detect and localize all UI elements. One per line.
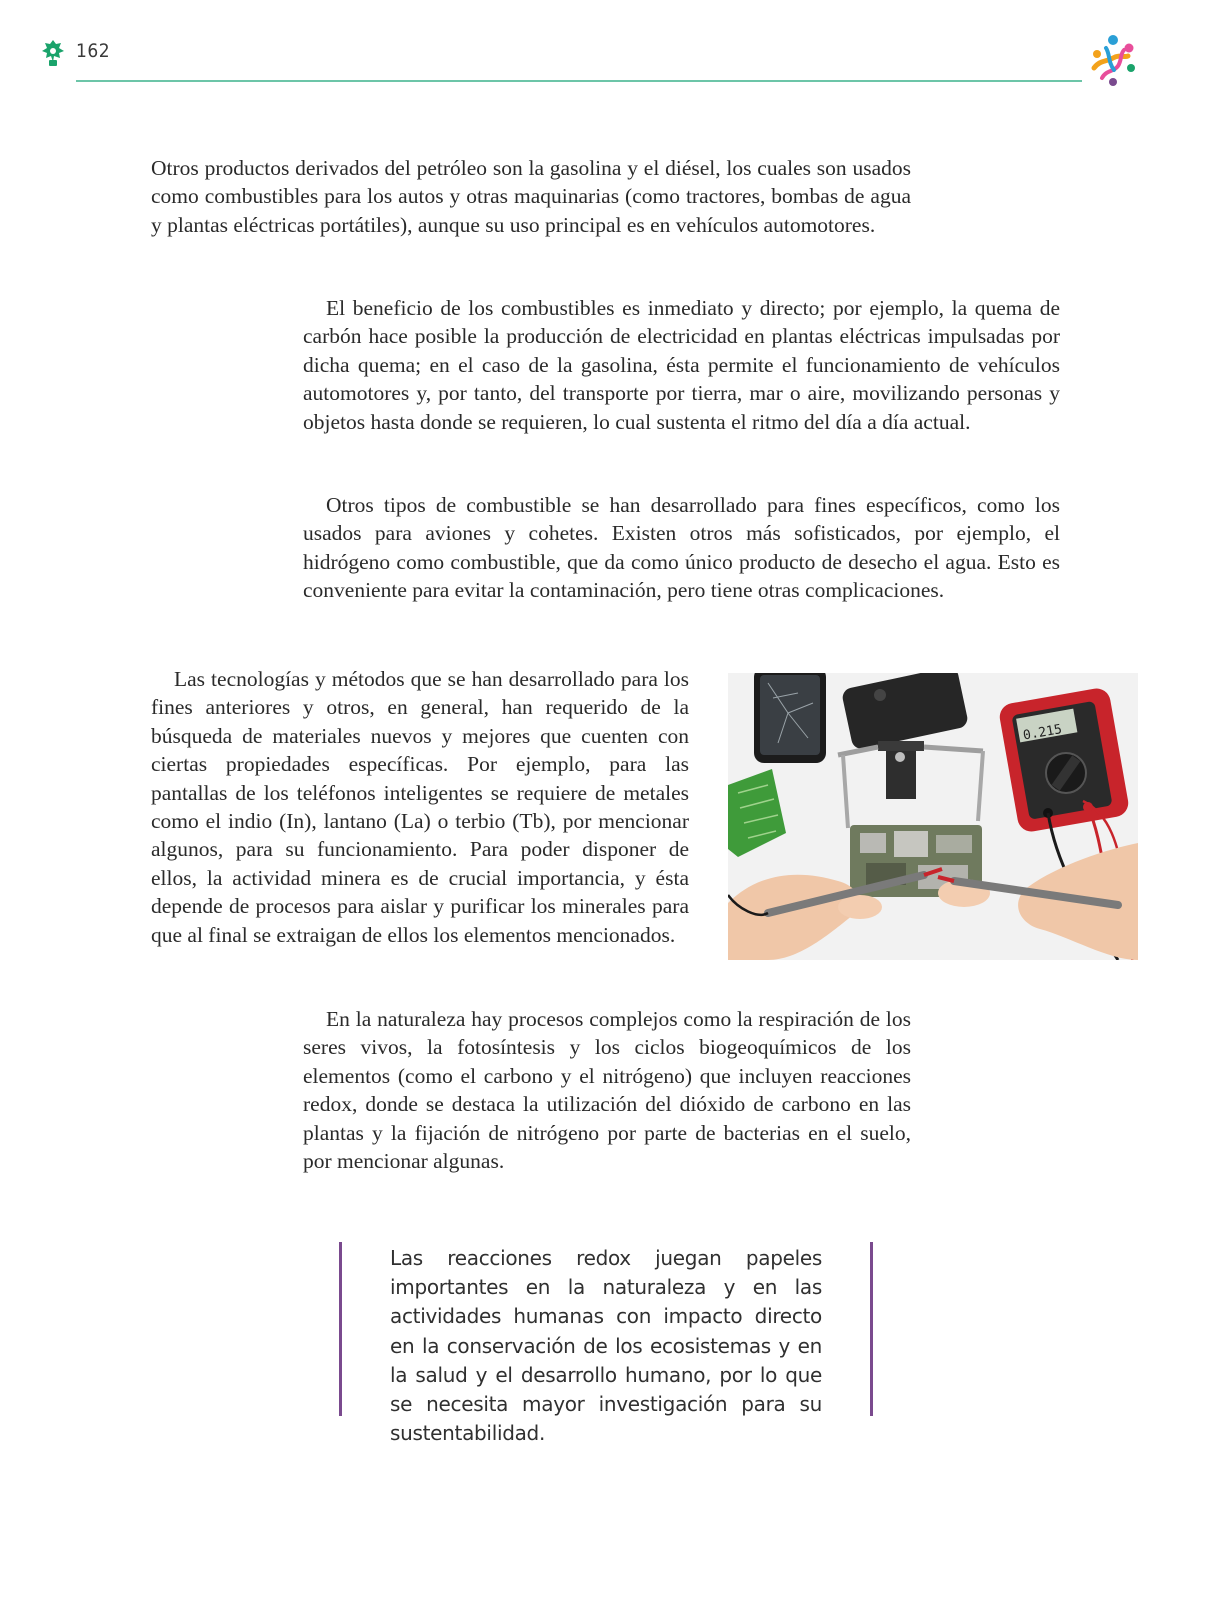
page-number: 162 bbox=[76, 40, 111, 62]
header-rule bbox=[76, 80, 1082, 82]
callout-text: Las reacciones redox juegan papeles importantes en la naturaleza y en las actividades humanas con impacto directo en la conservación de los ecosistemas y en la salud y el desarrollo humano, por lo que se necesita mayor investigación para su sustentabilidad. bbox=[390, 1246, 822, 1446]
book-series-icon bbox=[40, 38, 66, 68]
callout-right-bar bbox=[870, 1242, 873, 1416]
multimeter-icon bbox=[998, 686, 1131, 833]
electronics-repair-photo bbox=[728, 673, 1138, 960]
series-logo-icon bbox=[1084, 32, 1142, 88]
cracked-phone-icon bbox=[754, 673, 826, 763]
paragraph-petroleum-products: Otros productos derivados del petróleo son la gasolina y el diésel, los cuales son usados como combustibles para los autos y otras maquinarias (como tractores, bombas de agua y plantas eléctricas portátiles), aunque su uso principal es en vehículos automotores. bbox=[151, 156, 911, 237]
multimeter-display: 0.215 bbox=[1021, 722, 1064, 744]
paragraph-technologies-materials: Las tecnologías y métodos que se han desarrollado para los fines anteriores y otros, en general, han requerido de la búsqueda de materiales nuevos y mejores que cuenten con ciertas propiedades específicas. Por ejemplo, para las pantallas de los teléfonos inteligentes se requiere de metales como el indio (In), lantano (La) o terbio (Tb), por mencionar algunos, para su funcionamiento. Para poder disponer de ellos, la actividad minera es de crucial importancia, y ésta depende de procesos para aislar y purificar los minerales para que al final se extraigan de ellos los elementos mencionados. bbox=[151, 667, 689, 947]
paragraph-natural-processes: En la naturaleza hay procesos complejos como la respiración de los seres vivos, la fotosíntesis y los ciclos biogeoquímicos de los elementos (como el carbono y el nitrógeno) que incluyen reacciones redox, donde se destaca la utilización del dióxido de carbono en las plantas y la fijación de nitrógeno por parte de bacterias en el suelo, por mencionar algunas. bbox=[303, 1007, 911, 1174]
paragraph-other-fuels: Otros tipos de combustible se han desarrollado para fines específicos, como los usados para aviones y cohetes. Existen otros más sofisticados, por ejemplo, el hidrógeno como combustible, que da como único producto de desecho el agua. Esto es conveniente para evitar la contaminación, pero tiene otras complicaciones. bbox=[303, 493, 1060, 603]
callout-left-bar bbox=[339, 1242, 342, 1416]
paragraph-fuel-benefits: El beneficio de los combustibles es inmediato y directo; por ejemplo, la quema de carbón hace posible la producción de electricidad en plantas eléctricas impulsadas por dicha quema; en el caso de la gasolina, ésta permite el funcionamiento de vehículos automotores y, por tanto, del transporte por tierra, mar o aire, movilizando personas y objetos hasta donde se requieren, lo cual sustenta el ritmo del día a día actual. bbox=[303, 296, 1060, 434]
